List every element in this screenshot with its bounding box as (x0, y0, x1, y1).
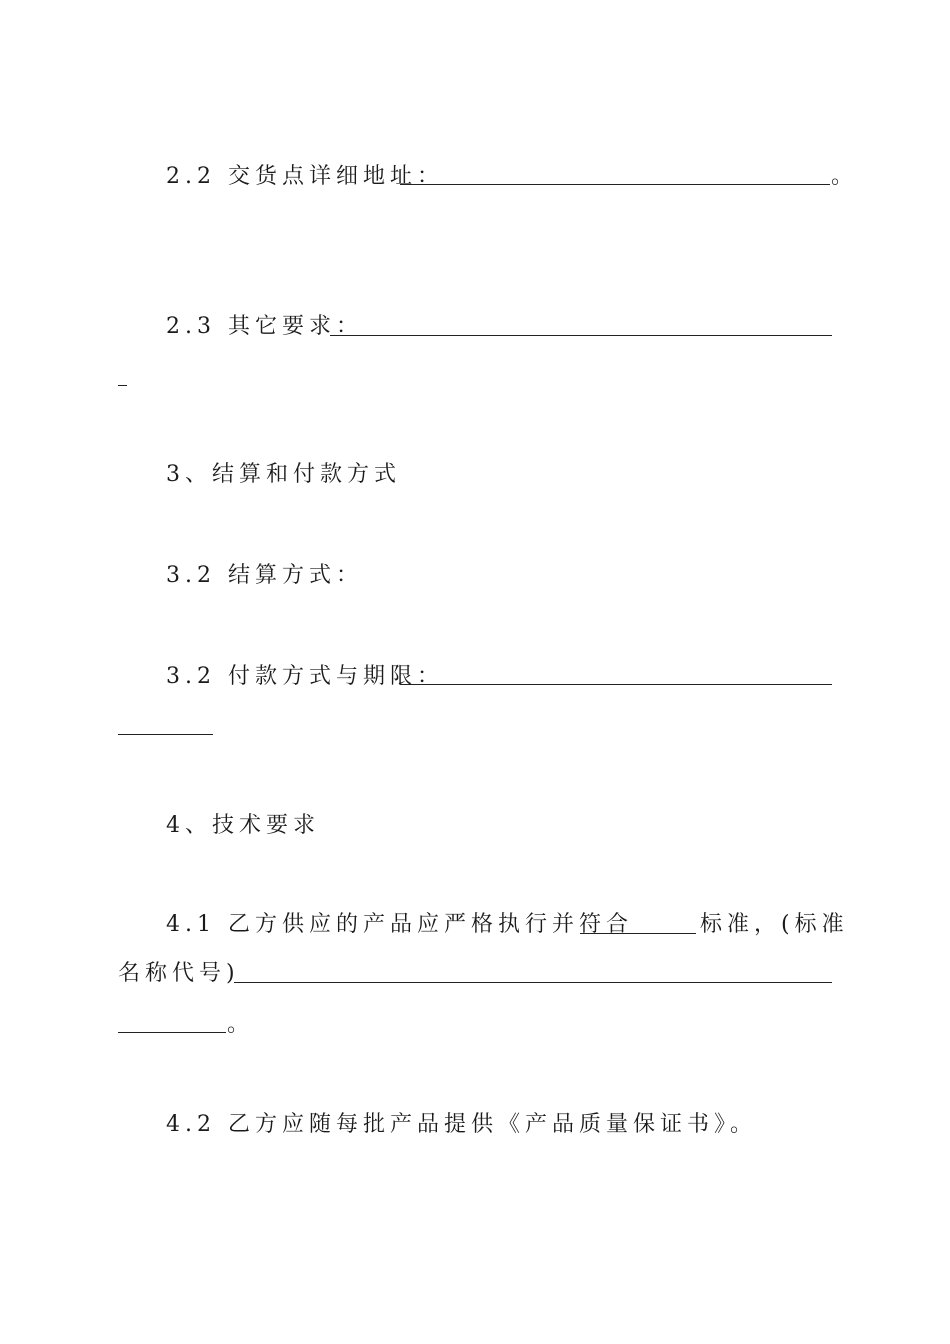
clause-2-3-label: 2.3 其它要求： (166, 314, 363, 339)
clause-4-1-name-blank[interactable] (234, 982, 832, 983)
section-4-heading: 4、技术要求 (166, 813, 320, 838)
clause-3-2-payment-blank-cont[interactable] (118, 734, 213, 735)
clause-4-1-name-blank-cont[interactable] (118, 1032, 226, 1033)
section-3-heading: 3、结算和付款方式 (166, 462, 401, 487)
clause-3-2-payment-blank[interactable] (400, 684, 832, 685)
clause-2-2-blank[interactable] (400, 184, 830, 185)
clause-2-3-blank[interactable] (330, 335, 832, 336)
clause-4-2-text: 4.2 乙方应随每批产品提供《产品质量保证书》。 (166, 1112, 757, 1137)
clause-3-2-payment-label: 3.2 付款方式与期限： (166, 664, 444, 689)
clause-4-1-standard-blank[interactable] (580, 933, 696, 934)
clause-3-2-settlement-label: 3.2 结算方式： (166, 563, 363, 588)
clause-4-1-text-c: 名称代号) (118, 961, 240, 986)
clause-4-1-text-a: 4.1 乙方供应的产品应严格执行并符合 (166, 912, 633, 937)
clause-4-1-end: 。 (227, 1012, 250, 1037)
clause-2-2-label: 2.2 交货点详细地址： (166, 164, 444, 189)
clause-4-1-text-b: 标准，(标准 (700, 912, 849, 937)
clause-2-3-blank-cont[interactable] (118, 385, 127, 386)
clause-2-2-end: 。 (831, 164, 854, 189)
